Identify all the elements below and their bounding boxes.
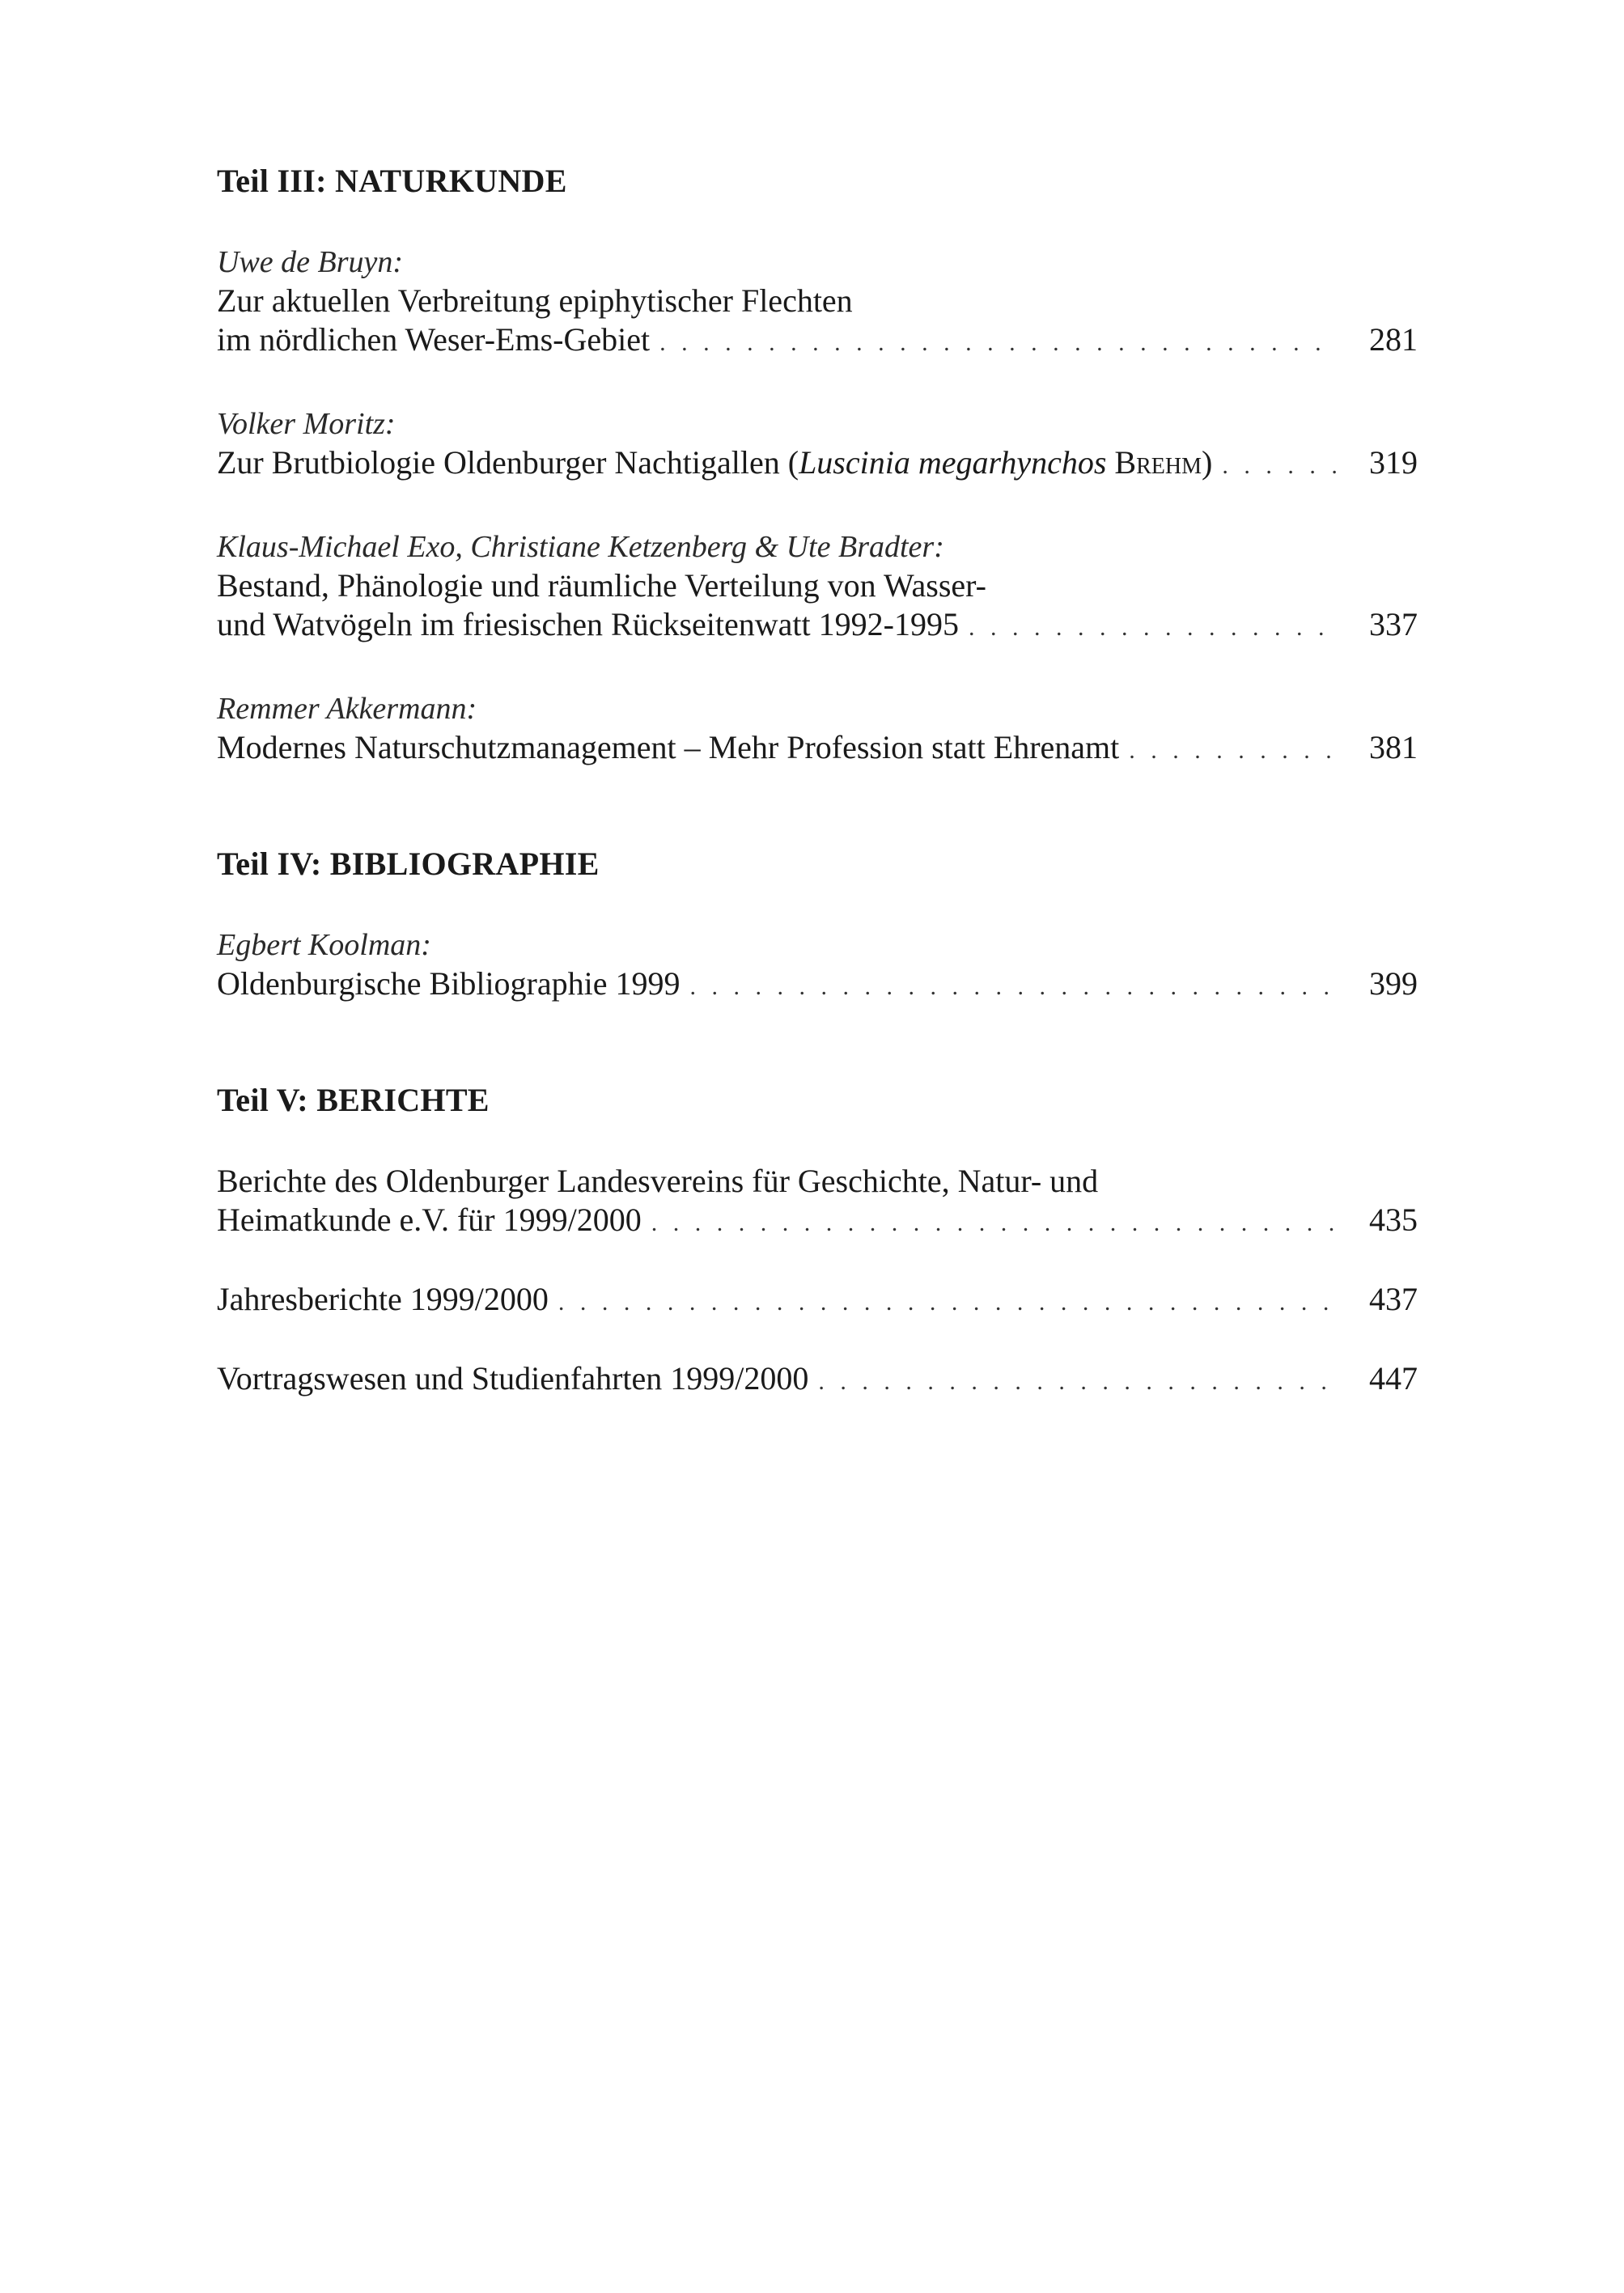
entry-title-text: Zur Brutbiologie Oldenburger Nachtigallen ( <box>217 444 799 481</box>
toc-entry <box>217 689 1418 770</box>
page-number: 281 <box>1369 321 1418 358</box>
page-number: 399 <box>1369 965 1418 1002</box>
page-number: 319 <box>1369 444 1418 481</box>
entry-title: Oldenburgische Bibliographie 1999 <box>217 965 681 1002</box>
entry-title-last-line <box>217 320 1418 362</box>
toc-entry <box>217 1280 1418 1322</box>
part-heading: Teil IV: BIBLIOGRAPHIE <box>217 846 600 882</box>
entry-title: Modernes Naturschutzmanagement – Mehr Profession statt Ehrenamt <box>217 729 1120 765</box>
entry-title: Vortragswesen und Studienfahrten 1999/2000 <box>217 1360 809 1397</box>
entry-title: Heimatkunde e.V. für 1999/2000 <box>217 1202 642 1238</box>
entry-title-line: Berichte des Oldenburger Landesvereins für Geschichte, Natur- und <box>217 1163 1099 1199</box>
dot-leader <box>651 1204 1337 1243</box>
dot-leader <box>1129 731 1337 770</box>
part-heading: Teil V: BERICHTE <box>217 1082 490 1118</box>
entry-title-last-line <box>217 1359 1418 1401</box>
toc-entry <box>217 243 1418 362</box>
part-berichte <box>217 1081 1418 1401</box>
page-number: 435 <box>1369 1202 1418 1238</box>
species-author: Brehm <box>1114 444 1202 481</box>
entry-title: und Watvögeln im friesischen Rückseitenwatt 1992-1995 <box>217 606 959 642</box>
entry-title-line: Zur aktuellen Verbreitung epiphytischer Flechten <box>217 282 853 319</box>
toc-entry <box>217 405 1418 485</box>
toc-entry <box>217 528 1418 647</box>
entry-title-line: Bestand, Phänologie und räumliche Verteilung von Wasser- <box>217 567 986 604</box>
page-number: 337 <box>1369 606 1418 642</box>
part-bibliographie <box>217 845 1418 1007</box>
entry-title-last-line <box>217 1280 1418 1322</box>
part-naturkunde <box>217 162 1418 770</box>
table-of-contents <box>217 162 1418 1476</box>
toc-entry <box>217 1359 1418 1401</box>
part-heading: Teil III: NATURKUNDE <box>217 163 567 199</box>
dot-leader <box>690 968 1338 1007</box>
entry-author: Uwe de Bruyn: <box>217 245 404 279</box>
entry-title-last-line <box>217 605 1418 647</box>
entry-title <box>217 443 1212 482</box>
entry-title-last-line <box>217 964 1418 1007</box>
toc-entry <box>217 926 1418 1007</box>
dot-leader <box>969 608 1337 647</box>
entry-title-last-line <box>217 1201 1418 1243</box>
toc-entry <box>217 1162 1418 1243</box>
entry-title-last-line <box>217 728 1418 770</box>
page-number: 447 <box>1369 1360 1418 1397</box>
dot-leader <box>659 324 1337 362</box>
entry-author: Remmer Akkermann: <box>217 692 477 726</box>
entry-title-last-line <box>217 443 1418 485</box>
dot-leader <box>1222 447 1337 485</box>
entry-title: im nördlichen Weser-Ems-Gebiet <box>217 321 651 358</box>
entry-title: Jahresberichte 1999/2000 <box>217 1281 549 1317</box>
entry-author: Klaus-Michael Exo, Christiane Ketzenberg & Ute Bradter: <box>217 530 944 564</box>
entry-author: Volker Moritz: <box>217 407 396 441</box>
page-number: 437 <box>1369 1281 1418 1317</box>
dot-leader <box>558 1283 1337 1322</box>
species-name: Luscinia megarhynchos <box>799 444 1107 481</box>
entry-author: Egbert Koolman: <box>217 928 431 962</box>
dot-leader <box>818 1363 1337 1401</box>
entry-title-text-end: ) <box>1202 444 1213 481</box>
page-number: 381 <box>1369 729 1418 765</box>
